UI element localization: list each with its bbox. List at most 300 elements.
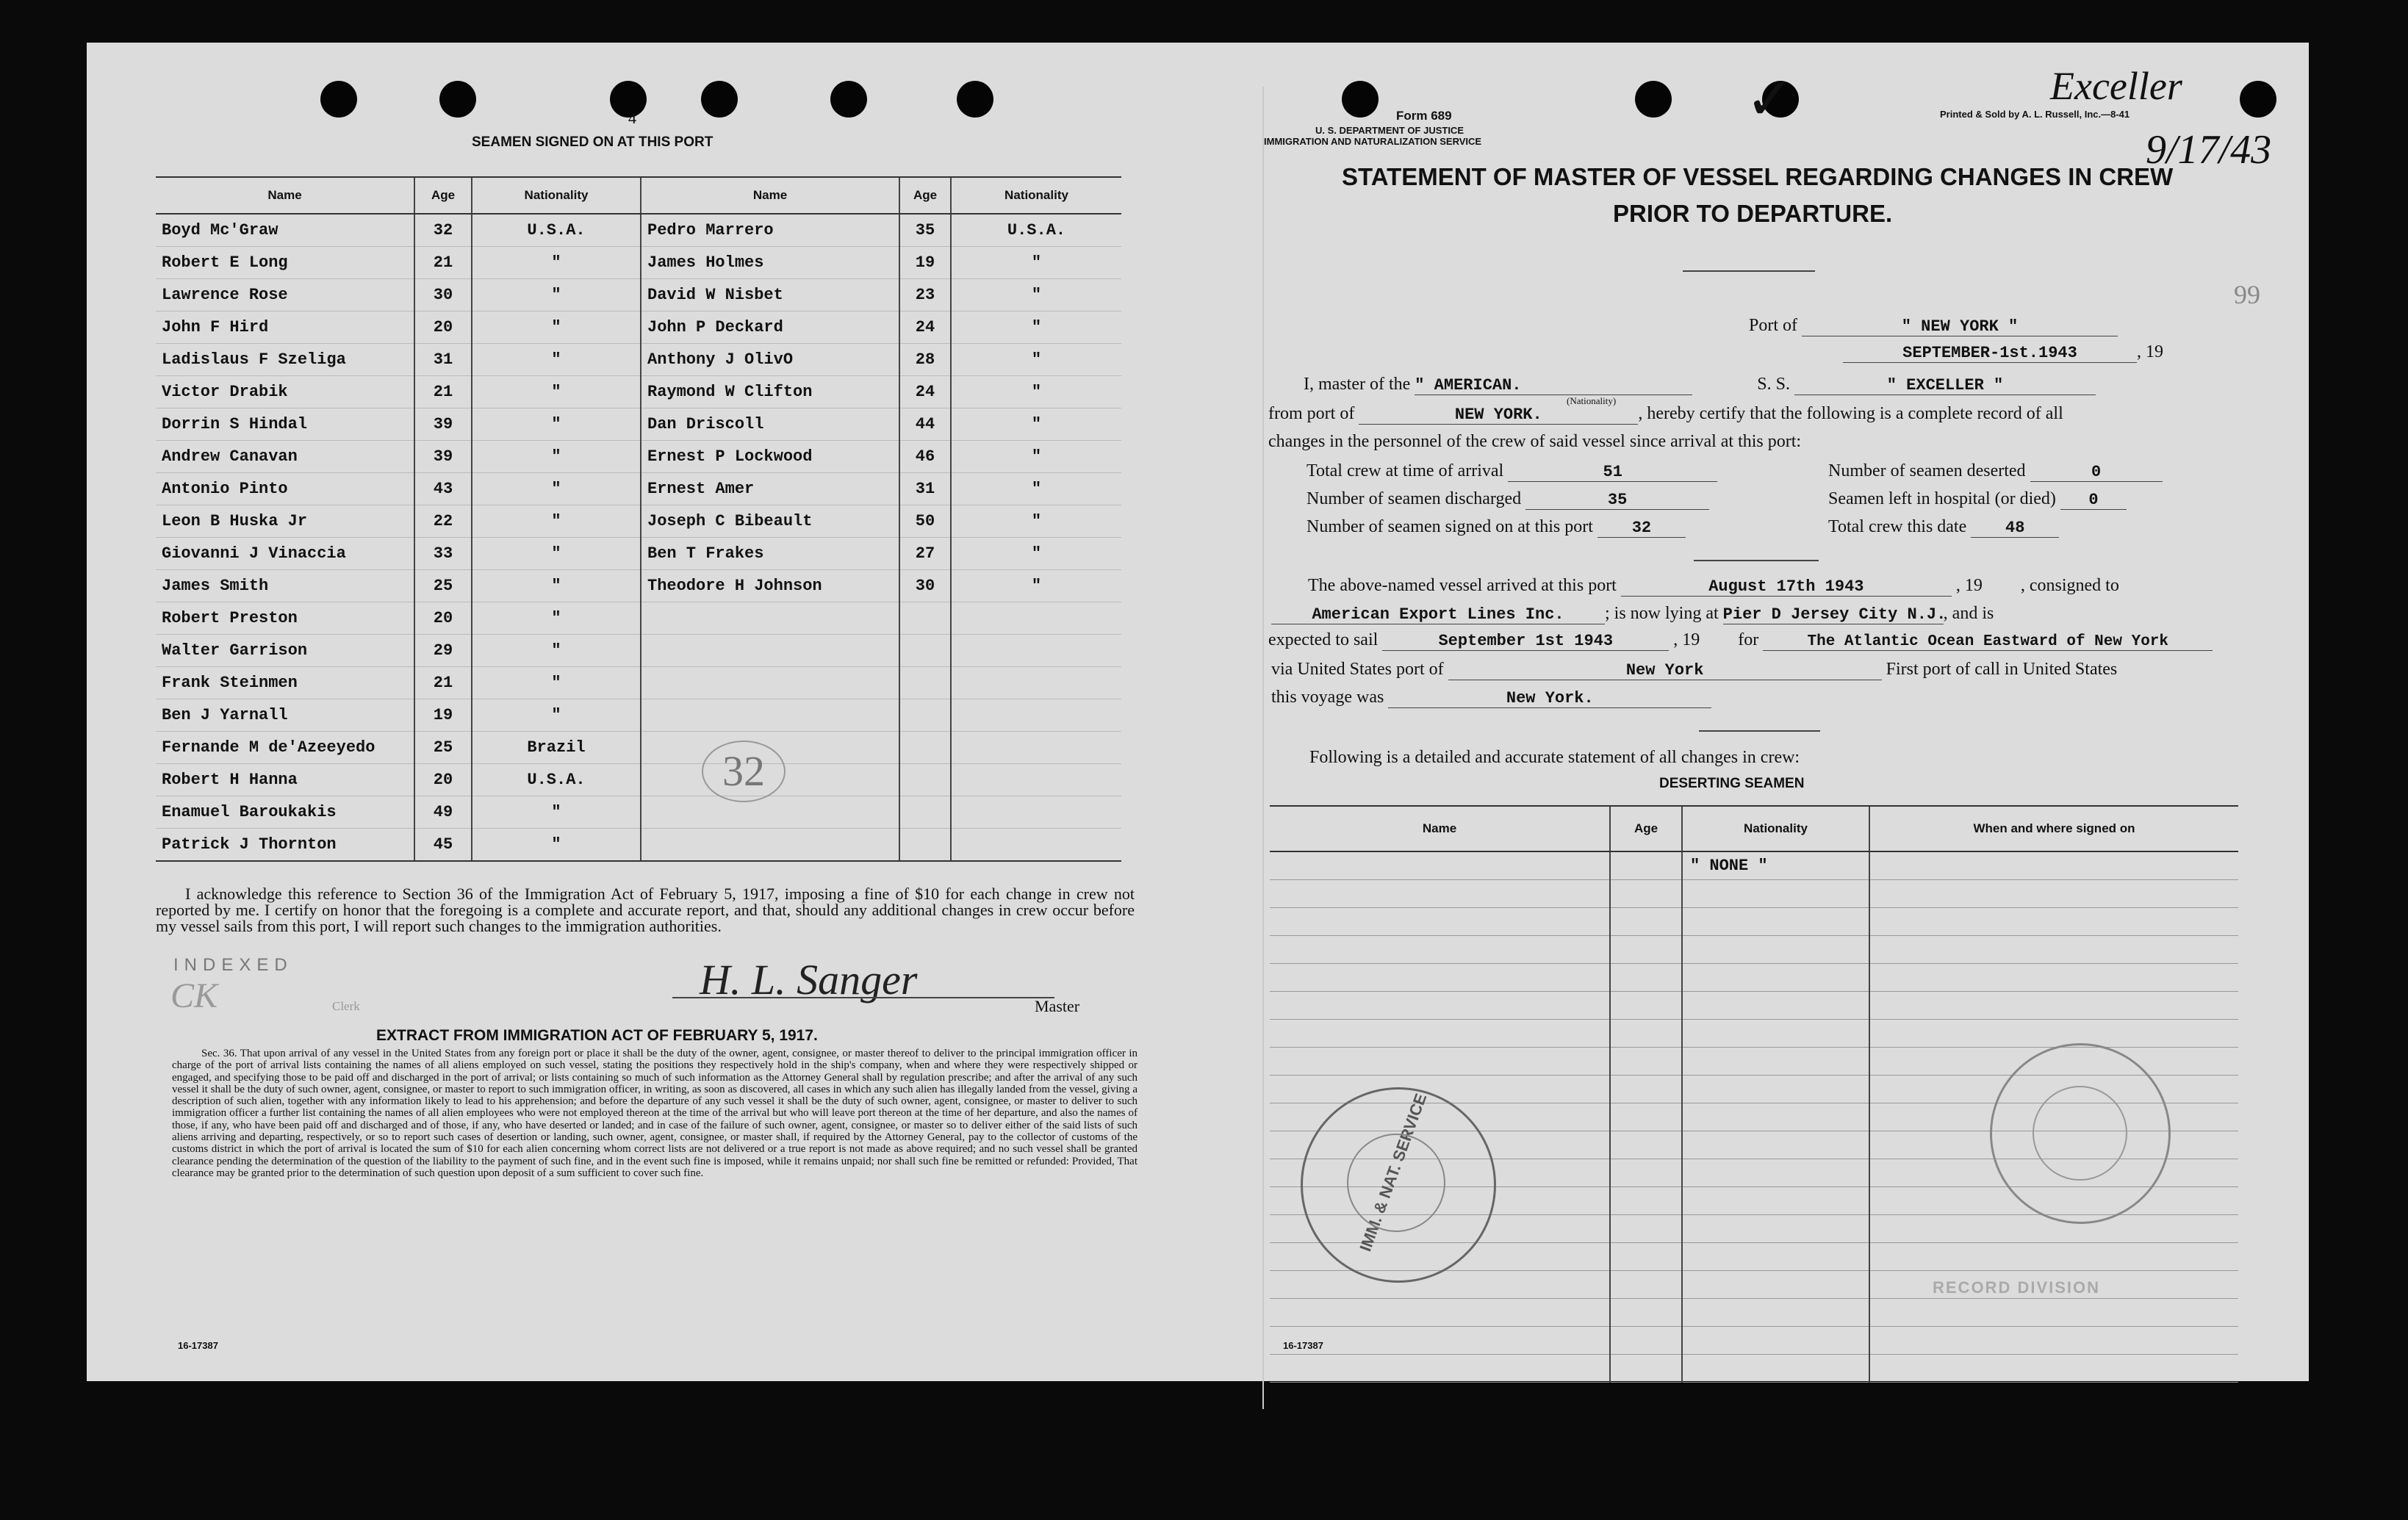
pier-value: Pier D Jersey City N.J. — [1722, 605, 1947, 624]
crew-age-cell: 31 — [899, 473, 951, 505]
table-row — [156, 214, 1121, 247]
crew-name-cell: John F Hird — [156, 311, 414, 344]
crew-age-cell — [899, 635, 951, 667]
crew-nationality-cell: " — [472, 796, 641, 829]
column-header: Nationality — [472, 177, 641, 214]
crew-age-cell: 21 — [414, 247, 472, 279]
table-row — [1270, 992, 2238, 1020]
clerk-initials-icon: CK — [170, 976, 218, 1015]
deserting-cell — [1270, 1048, 1610, 1076]
deserting-cell — [1682, 936, 1869, 964]
deserting-cell — [1869, 1020, 2238, 1048]
crew-nationality-cell: " — [472, 602, 641, 635]
voyage-label: this voyage was — [1271, 688, 1384, 707]
crew-name-cell: James Smith — [156, 570, 414, 602]
table-row — [156, 699, 1121, 732]
signature-line — [672, 997, 1054, 998]
crew-name-cell — [641, 699, 899, 732]
indexed-stamp: INDEXED — [173, 955, 293, 975]
crew-age-cell: 50 — [899, 505, 951, 538]
divider — [1683, 270, 1815, 272]
table-row — [1270, 1327, 2238, 1355]
record-stamp-icon — [1990, 1043, 2171, 1224]
deserting-cell — [1682, 1076, 1869, 1103]
right-form-code: 16-17387 — [1283, 1340, 1323, 1351]
column-header: Age — [899, 177, 951, 214]
deserting-cell — [1869, 908, 2238, 936]
crew-age-cell: 28 — [899, 344, 951, 376]
crew-nationality-cell: " — [472, 505, 641, 538]
table-row — [1270, 851, 2238, 880]
crew-name-cell: Giovanni J Vinaccia — [156, 538, 414, 570]
crew-age-cell: 49 — [414, 796, 472, 829]
punch-hole-icon — [1635, 81, 1672, 118]
left-heading: SEAMEN SIGNED ON AT THIS PORT — [472, 134, 714, 150]
crew-nationality-cell: " — [472, 473, 641, 505]
crew-name-cell: James Holmes — [641, 247, 899, 279]
crew-age-cell: 31 — [414, 344, 472, 376]
crew-age-cell: 19 — [414, 699, 472, 732]
deserting-cell — [1610, 1048, 1682, 1076]
deserting-cell — [1270, 992, 1610, 1020]
deserting-cell — [1682, 1327, 1869, 1355]
deserting-cell — [1682, 1215, 1869, 1243]
crew-age-cell: 25 — [414, 570, 472, 602]
crew-nationality-cell — [951, 796, 1121, 829]
deserting-cell — [1682, 1048, 1869, 1076]
crew-age-cell: 30 — [899, 570, 951, 602]
table-row — [1270, 964, 2238, 992]
crew-name-cell: Frank Steinmen — [156, 667, 414, 699]
deserting-cell — [1682, 1131, 1869, 1159]
table-row — [156, 408, 1121, 441]
total-arrival-label: Total crew at time of arrival — [1307, 461, 1504, 480]
deserting-cell — [1270, 1271, 1610, 1299]
deserting-heading: DESERTING SEAMEN — [1659, 776, 1805, 791]
total-date-value: 48 — [1971, 519, 2059, 538]
lying-label: ; is now lying at — [1605, 604, 1719, 623]
deserting-cell — [1682, 1020, 1869, 1048]
table-row — [156, 247, 1121, 279]
column-header: Name — [641, 177, 899, 214]
record-division-stamp: RECORD DIVISION — [1933, 1278, 2101, 1297]
crew-name-cell — [641, 635, 899, 667]
crew-name-cell: Raymond W Clifton — [641, 376, 899, 408]
left-form-code: 16-17387 — [178, 1340, 218, 1351]
discharged-value: 35 — [1525, 491, 1709, 510]
clerk-label: Clerk — [332, 999, 360, 1013]
table-row — [156, 538, 1121, 570]
deserting-cell — [1270, 880, 1610, 908]
crew-nationality-cell — [951, 764, 1121, 796]
crew-age-cell: 22 — [414, 505, 472, 538]
crew-nationality-cell — [951, 732, 1121, 764]
table-row — [156, 602, 1121, 635]
and-is-label: , and is — [1943, 604, 1994, 623]
crew-age-cell: 39 — [414, 408, 472, 441]
handwritten-ship-name: Exceller — [2050, 64, 2182, 108]
crew-age-cell: 27 — [899, 538, 951, 570]
crew-nationality-cell — [951, 602, 1121, 635]
acknowledgement-text: I acknowledge this reference to Section 36 of the Immigration Act of February 5, 1917, imposing a fine of $10 for each change in crew not reported by me. I certify on honor that the foregoing is a complete and accurate report, and that, should any additional changes in crew occur before my vessel sails from this port, I will report such changes to the immigration authorities. — [156, 885, 1135, 935]
via-label: via United States port of — [1271, 660, 1444, 679]
crew-name-cell: Robert E Long — [156, 247, 414, 279]
crew-name-cell — [641, 602, 899, 635]
table-row — [1270, 1355, 2238, 1383]
deserted-label: Number of seamen deserted — [1828, 461, 2026, 480]
crew-age-cell — [899, 699, 951, 732]
deserting-cell — [1869, 880, 2238, 908]
deserted-value: 0 — [2030, 463, 2163, 482]
crew-age-cell — [899, 829, 951, 862]
crew-nationality-cell: " — [472, 570, 641, 602]
destination-value: The Atlantic Ocean Eastward of New York — [1763, 633, 2213, 651]
following-text: Following is a detailed and accurate statement of all changes in crew: — [1309, 748, 1800, 767]
crew-age-cell — [899, 796, 951, 829]
port-label: Port of — [1749, 316, 1797, 335]
deserting-cell — [1610, 1076, 1682, 1103]
punch-hole-icon — [957, 81, 993, 118]
punch-hole-icon — [2240, 81, 2276, 118]
punch-hole-icon — [701, 81, 738, 118]
total-arrival-value: 51 — [1508, 463, 1717, 482]
port-value: " NEW YORK " — [1802, 317, 2118, 336]
crew-nationality-cell: " — [472, 635, 641, 667]
deserting-cell — [1610, 1103, 1682, 1131]
crew-nationality-cell: " — [472, 538, 641, 570]
column-header: Name — [1270, 806, 1610, 851]
deserting-cell — [1610, 936, 1682, 964]
signed-on-value: 32 — [1597, 519, 1686, 538]
form-number: Form 689 — [1396, 109, 1452, 123]
deserting-cell — [1610, 1355, 1682, 1383]
table-row — [156, 796, 1121, 829]
year-prefix: , 19 — [1955, 576, 1983, 595]
deserting-cell — [1869, 992, 2238, 1020]
crew-name-cell: Andrew Canavan — [156, 441, 414, 473]
deserting-cell — [1610, 880, 1682, 908]
deserting-cell — [1682, 1355, 1869, 1383]
deserting-cell — [1682, 1299, 1869, 1327]
master-signature: H. L. Sanger — [700, 956, 918, 1004]
crew-nationality-cell — [951, 699, 1121, 732]
deserting-cell — [1610, 1327, 1682, 1355]
punch-hole-icon — [830, 81, 867, 118]
crew-nationality-cell: " — [951, 247, 1121, 279]
signed-on-label: Number of seamen signed on at this port — [1307, 517, 1593, 536]
crew-name-cell: Boyd Mc'Graw — [156, 214, 414, 247]
deserting-cell — [1270, 1020, 1610, 1048]
column-header: Nationality — [1682, 806, 1869, 851]
immigration-stamp-icon — [1301, 1087, 1496, 1283]
from-port-value: NEW YORK. — [1359, 406, 1638, 425]
crew-nationality-cell: " — [951, 505, 1121, 538]
deserting-cell — [1610, 1020, 1682, 1048]
voyage-value: New York. — [1388, 689, 1711, 708]
column-header: Age — [414, 177, 472, 214]
statement-title-line1: STATEMENT OF MASTER OF VESSEL REGARDING CHANGES IN CREW — [1342, 163, 2174, 190]
check-mark-icon: ✓ — [1745, 68, 1795, 132]
deserting-cell — [1270, 851, 1610, 880]
crew-name-cell: Walter Garrison — [156, 635, 414, 667]
crew-nationality-cell: " — [472, 441, 641, 473]
table-row — [1270, 908, 2238, 936]
table-row — [1270, 1299, 2238, 1327]
punch-hole-icon — [320, 81, 357, 118]
deserting-cell — [1682, 1159, 1869, 1187]
hospital-label: Seamen left in hospital (or died) — [1828, 489, 2056, 508]
changes-text: changes in the personnel of the crew of said vessel since arrival at this port: — [1268, 432, 1802, 451]
crew-age-cell: 21 — [414, 376, 472, 408]
printer-label: Printed & Sold by A. L. Russell, Inc.—8-41 — [1940, 109, 2130, 120]
table-row — [156, 764, 1121, 796]
crew-nationality-cell: " — [951, 570, 1121, 602]
crew-name-cell: Robert H Hanna — [156, 764, 414, 796]
deserting-cell — [1270, 964, 1610, 992]
crew-name-cell: Lawrence Rose — [156, 279, 414, 311]
crew-name-cell: Dorrin S Hindal — [156, 408, 414, 441]
deserting-cell — [1270, 908, 1610, 936]
crew-age-cell: 32 — [414, 214, 472, 247]
table-row — [156, 311, 1121, 344]
stamp-text: IMM. & NAT. SERVICE — [1356, 1091, 1431, 1254]
deserting-cell — [1610, 1187, 1682, 1215]
crew-name-cell: Robert Preston — [156, 602, 414, 635]
deserting-cell — [1682, 1187, 1869, 1215]
service-label: IMMIGRATION AND NATURALIZATION SERVICE — [1264, 136, 1482, 147]
deserting-cell — [1270, 1355, 1610, 1383]
deserting-cell: " NONE " — [1682, 851, 1869, 880]
crew-nationality-cell — [951, 829, 1121, 862]
crew-nationality-cell: " — [472, 279, 641, 311]
via-value: New York — [1448, 661, 1882, 680]
crew-age-cell: 43 — [414, 473, 472, 505]
deserting-cell — [1682, 908, 1869, 936]
deserting-cell — [1610, 992, 1682, 1020]
date-value: SEPTEMBER-1st.1943 — [1843, 344, 2137, 363]
crew-age-cell: 45 — [414, 829, 472, 862]
table-row — [156, 635, 1121, 667]
crew-name-cell: Antonio Pinto — [156, 473, 414, 505]
crew-nationality-cell — [951, 667, 1121, 699]
crew-name-cell: Joseph C Bibeault — [641, 505, 899, 538]
crew-nationality-cell: " — [472, 667, 641, 699]
ship-name-value: " EXCELLER " — [1794, 376, 2096, 395]
table-row — [156, 570, 1121, 602]
crew-nationality-cell: " — [951, 473, 1121, 505]
hospital-value: 0 — [2060, 491, 2127, 510]
crew-name-cell: Ben T Frakes — [641, 538, 899, 570]
deserting-cell — [1610, 1159, 1682, 1187]
crew-age-cell: 30 — [414, 279, 472, 311]
expected-label: expected to sail — [1268, 630, 1379, 649]
deserting-cell — [1682, 992, 1869, 1020]
crew-age-cell: 33 — [414, 538, 472, 570]
crew-age-cell — [899, 602, 951, 635]
table-row — [156, 473, 1121, 505]
deserting-cell — [1610, 1131, 1682, 1159]
crew-nationality-cell: " — [951, 311, 1121, 344]
deserting-cell — [1270, 936, 1610, 964]
certify-text: , hereby certify that the following is a complete record of all — [1638, 404, 2063, 423]
crew-name-cell: Anthony J OlivO — [641, 344, 899, 376]
discharged-label: Number of seamen discharged — [1307, 489, 1522, 508]
nationality-value: " AMERICAN. — [1415, 376, 1692, 395]
crew-age-cell: 44 — [899, 408, 951, 441]
deserting-cell — [1869, 1327, 2238, 1355]
master-of-label: I, master of the — [1304, 375, 1411, 394]
crew-nationality-cell: " — [472, 408, 641, 441]
divider — [1694, 560, 1819, 561]
statement-title-line2: PRIOR TO DEPARTURE. — [1613, 200, 1893, 227]
crew-nationality-cell: " — [951, 408, 1121, 441]
total-date-label: Total crew this date — [1828, 517, 1967, 536]
crew-age-cell: 29 — [414, 635, 472, 667]
crew-name-cell: Dan Driscoll — [641, 408, 899, 441]
deserting-cell — [1869, 936, 2238, 964]
stamp-inner-ring — [2033, 1086, 2127, 1181]
crew-nationality-cell: U.S.A. — [472, 214, 641, 247]
crew-age-cell: 20 — [414, 764, 472, 796]
deserting-cell — [1869, 964, 2238, 992]
nationality-caption: (Nationality) — [1567, 395, 1617, 406]
column-header: Age — [1610, 806, 1682, 851]
crew-age-cell: 21 — [414, 667, 472, 699]
table-row — [156, 505, 1121, 538]
deserting-cell — [1610, 1243, 1682, 1271]
crew-age-cell: 39 — [414, 441, 472, 473]
deserting-cell — [1610, 1271, 1682, 1299]
deserting-cell — [1869, 1299, 2238, 1327]
consignee-value: American Export Lines Inc. — [1271, 605, 1605, 624]
deserting-cell — [1682, 880, 1869, 908]
deserting-cell — [1682, 1271, 1869, 1299]
expected-value: September 1st 1943 — [1382, 632, 1669, 651]
table-row — [156, 344, 1121, 376]
crew-nationality-cell: " — [951, 538, 1121, 570]
crew-age-cell: 35 — [899, 214, 951, 247]
table-row — [156, 279, 1121, 311]
table-row — [1270, 936, 2238, 964]
crew-name-cell: Patrick J Thornton — [156, 829, 414, 862]
column-header: Nationality — [951, 177, 1121, 214]
stamp-inner-ring — [1347, 1134, 1445, 1232]
crew-name-cell: David W Nisbet — [641, 279, 899, 311]
table-row — [156, 667, 1121, 699]
year-prefix: , 19 — [1673, 630, 1700, 649]
table-row — [1270, 1020, 2238, 1048]
deserting-cell — [1610, 964, 1682, 992]
for-label: for — [1738, 630, 1759, 649]
arrived-label: The above-named vessel arrived at this port — [1308, 576, 1617, 595]
crew-age-cell — [899, 764, 951, 796]
crew-age-cell: 24 — [899, 376, 951, 408]
crew-name-cell: Victor Drabik — [156, 376, 414, 408]
crew-nationality-cell — [951, 635, 1121, 667]
crew-name-cell: John P Deckard — [641, 311, 899, 344]
crew-nationality-cell: " — [472, 311, 641, 344]
page-fold — [1262, 87, 1264, 1409]
crew-age-cell: 46 — [899, 441, 951, 473]
punch-hole-icon — [439, 81, 476, 118]
year-suffix: , 19 — [2137, 342, 2163, 361]
crew-age-cell — [899, 732, 951, 764]
column-header: When and where signed on — [1869, 806, 2238, 851]
from-port-label: from port of — [1268, 404, 1355, 423]
crew-name-cell — [641, 796, 899, 829]
deserting-cell — [1869, 1243, 2238, 1271]
crew-nationality-cell: U.S.A. — [472, 764, 641, 796]
crew-age-cell: 19 — [899, 247, 951, 279]
handwritten-date: 9/17/43 — [2146, 127, 2272, 173]
deserting-cell — [1682, 964, 1869, 992]
table-row — [156, 376, 1121, 408]
punch-hole-icon — [1342, 81, 1379, 118]
crew-nationality-cell: " — [472, 829, 641, 862]
ss-label: S. S. — [1757, 375, 1790, 394]
page-mark: 99 — [2234, 280, 2260, 309]
deserting-cell — [1869, 1355, 2238, 1383]
table-row — [1270, 880, 2238, 908]
deserting-cell — [1869, 851, 2238, 880]
page-number: 4 — [628, 109, 636, 127]
deserting-cell — [1610, 851, 1682, 880]
crew-name-cell: Pedro Marrero — [641, 214, 899, 247]
department-label: U. S. DEPARTMENT OF JUSTICE — [1315, 125, 1464, 136]
consigned-label: , consigned to — [2020, 576, 2119, 595]
crew-nationality-cell: Brazil — [472, 732, 641, 764]
master-label: Master — [1035, 997, 1080, 1015]
column-header: Name — [156, 177, 414, 214]
crew-nationality-cell: " — [951, 344, 1121, 376]
crew-name-cell: Ben J Yarnall — [156, 699, 414, 732]
total-circled: 32 — [702, 741, 786, 802]
crew-name-cell: Leon B Huska Jr — [156, 505, 414, 538]
crew-age-cell: 20 — [414, 602, 472, 635]
deserting-cell — [1610, 908, 1682, 936]
arrived-value: August 17th 1943 — [1621, 577, 1952, 597]
crew-name-cell: Ernest Amer — [641, 473, 899, 505]
crew-nationality-cell: " — [472, 247, 641, 279]
crew-age-cell: 25 — [414, 732, 472, 764]
crew-nationality-cell: " — [472, 699, 641, 732]
deserting-cell — [1682, 1243, 1869, 1271]
crew-name-cell — [641, 667, 899, 699]
crew-age-cell: 20 — [414, 311, 472, 344]
crew-name-cell: Theodore H Johnson — [641, 570, 899, 602]
crew-name-cell: Enamuel Baroukakis — [156, 796, 414, 829]
deserting-cell — [1610, 1215, 1682, 1243]
crew-nationality-cell: " — [472, 344, 641, 376]
extract-title: EXTRACT FROM IMMIGRATION ACT OF FEBRUARY 5, 1917. — [376, 1027, 818, 1044]
crew-age-cell — [899, 667, 951, 699]
table-row — [156, 441, 1121, 473]
crew-name-cell — [641, 829, 899, 862]
deserting-cell — [1610, 1299, 1682, 1327]
table-row — [156, 732, 1121, 764]
seamen-signed-on-table — [156, 176, 1121, 862]
crew-age-cell: 23 — [899, 279, 951, 311]
crew-nationality-cell: " — [472, 376, 641, 408]
crew-nationality-cell: " — [951, 376, 1121, 408]
crew-name-cell: Ernest P Lockwood — [641, 441, 899, 473]
crew-name-cell: Fernande M de'Azeeyedo — [156, 732, 414, 764]
extract-text: Sec. 36. That upon arrival of any vessel in the United States from any foreign port or place it shall be the duty of the owner, agent, consignee, or master thereof to deliver to the principal immigration officer in charge of the port of arrival lists containing the names of all aliens employed on such vessel, stating the positions they respectively hold in the ship's company, when and where they were respectively shipped or engaged, and specifying those to be paid off and discharged in the port of arrival; or lists containing so much of such information as the Attorney General shall by regulation prescribe; and after the arrival of any such vessel it shall be the duty of such owner, agent, consignee, or master to report to such immigration officer, in writing, as soon as discovered, all cases in which any such alien has illegally landed from the vessel, giving a description of such alien, together with any information likely to lead to his apprehension; and before the departure of any such vessel it shall be the duty of such owner, agent, consignee, or master to deliver to such immigration officer a further list containing the names of all alien employees who were not employed thereon at the time of the arrival but who will leave port thereon at the time of her departure, and also the names of those, if any, who have been paid off and discharged and of those, if any, who have deserted or landed; and in case of the failure of such owner, agent, consignee, or master so to deliver either of the said lists of such aliens arriving and departing, respectively, or so to report such cases of desertion or landing, such owner, agent, consignee, or master shall, if required by the Attorney General, pay to the collector of customs of the customs district in which the port of arrival is located the sum of $10 for each alien concerning whom correct lists are not delivered or a true report is not made as above required; and no such vessel shall be granted clearance pending the determination of the question of the liability to the payment of such fine, and in the event such fine is imposed, while it remains unpaid; nor shall such fine be remitted or refunded: Provided, That clearance may be granted prior to the determination of such question upon deposit of a sum sufficient to cover such fine. — [172, 1048, 1137, 1179]
deserting-cell — [1682, 1103, 1869, 1131]
crew-nationality-cell: U.S.A. — [951, 214, 1121, 247]
deserting-cell — [1270, 1299, 1610, 1327]
crew-age-cell: 24 — [899, 311, 951, 344]
